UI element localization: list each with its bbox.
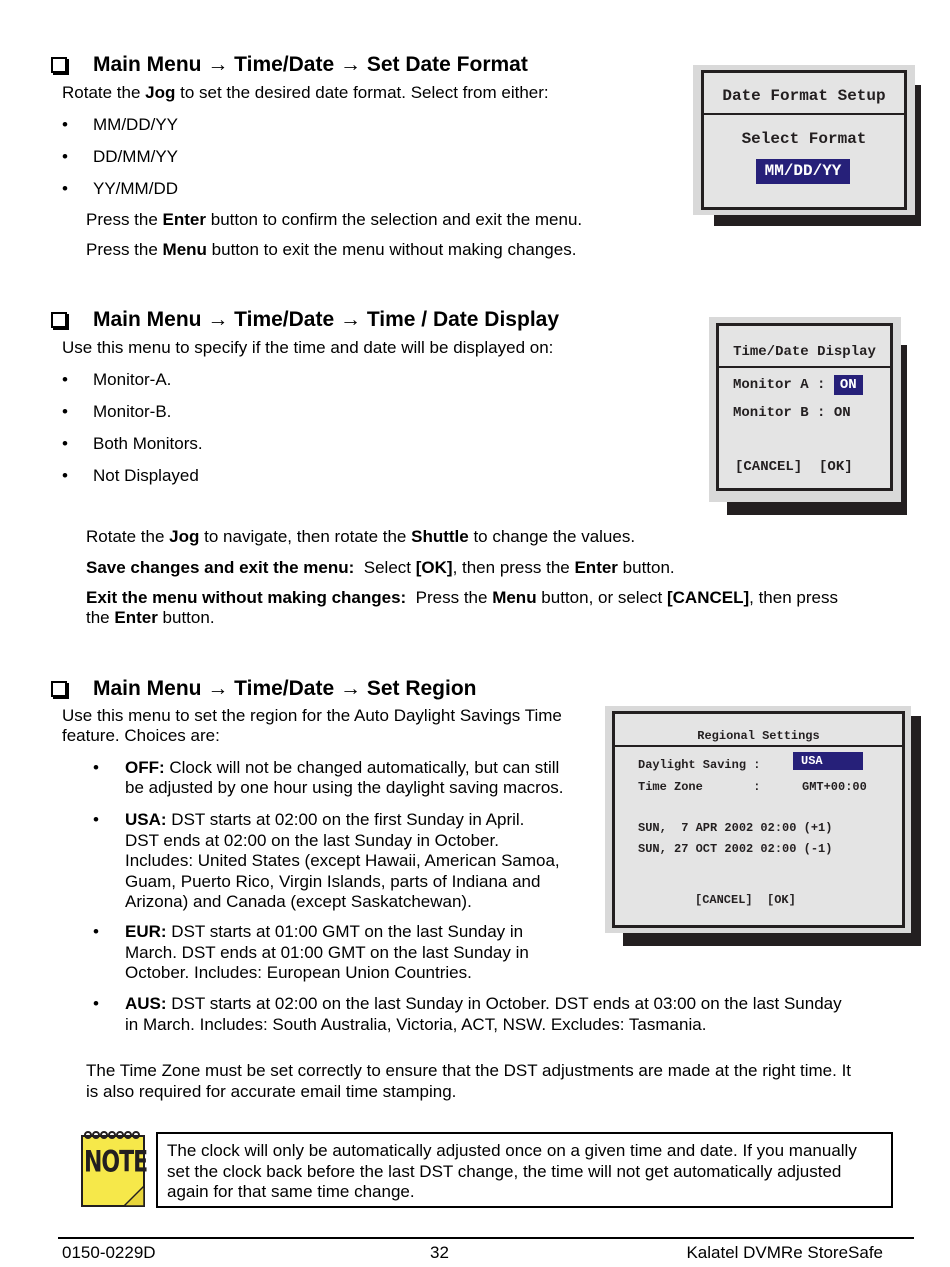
checkbox-icon [51, 681, 67, 697]
section-heading-set-region: Main Menu → Time/Date → Set Region [51, 676, 571, 702]
daylight-saving-value: USA [793, 752, 863, 770]
set-region-intro: Use this menu to set the region for the Auto Daylight Savings Time feature. Choices are: [62, 706, 562, 745]
menu-instruction: Press the Menu button to exit the menu without making changes. [86, 240, 577, 259]
checkbox-icon [51, 57, 67, 73]
footer-divider [58, 1237, 914, 1239]
daylight-saving-label: Daylight Saving : [638, 758, 761, 772]
date-format-setup-osd [693, 65, 923, 227]
time-zone-paragraph: The Time Zone must be set correctly to ensure that the DST adjustments are made at the right time. It is also required for accurate email time stamping. [86, 1061, 852, 1101]
regional-settings-osd [605, 706, 923, 948]
note-box [156, 1132, 893, 1208]
time-zone-label: Time Zone : [638, 780, 761, 794]
exit-instruction: Exit the menu without making changes: Press the Menu button, or select [CANCEL], then press the Enter button. [86, 588, 838, 627]
checkbox-icon [51, 312, 67, 328]
note-icon [80, 1130, 148, 1208]
time-date-display-osd [709, 317, 909, 517]
footer-doc-number: 0150-0229D [62, 1243, 156, 1262]
osd-title: Regional Settings [697, 729, 820, 743]
osd-title: Time/Date Display [733, 344, 876, 360]
date-format-intro: Rotate the Jog to set the desired date format. Select from either: [62, 83, 549, 102]
time-zone-value: GMT+00:00 [802, 780, 867, 794]
save-instruction: Save changes and exit the menu: Select [OK], then press the Enter button. [86, 558, 675, 577]
time-date-display-intro: Use this menu to specify if the time and date will be displayed on: [62, 338, 554, 357]
monitor-a-row: Monitor A : ON [733, 373, 863, 396]
enter-instruction: Press the Enter button to confirm the selection and exit the menu. [86, 210, 583, 229]
note-icon-label: NOTE [84, 1145, 148, 1180]
osd-buttons: [CANCEL] [OK] [695, 893, 796, 907]
monitor-a-value: ON [834, 375, 863, 395]
note-text: The clock will only be automatically adjusted once on a given time and date. If you manually set the clock back before the last DST change, the time will not get automatically adjusted again for that same time change. [167, 1141, 857, 1201]
monitor-b-row: Monitor B : ON [733, 405, 851, 421]
dst-end-date: SUN, 27 OCT 2002 02:00 (-1) [638, 842, 833, 856]
osd-title: Date Format Setup [722, 87, 886, 105]
section-heading-time-date-display: Main Menu → Time/Date → Time / Date Display [51, 307, 671, 333]
footer-product: Kalatel DVMRe StoreSafe [686, 1243, 883, 1262]
osd-label: Select Format [741, 130, 867, 148]
footer-page-number: 32 [430, 1243, 449, 1262]
osd-buttons: [CANCEL] [OK] [735, 459, 853, 475]
date-format-selection: MM/DD/YY [756, 159, 850, 184]
section-heading-date-format: Main Menu → Time/Date → Set Date Format [51, 52, 651, 78]
navigate-instruction: Rotate the Jog to navigate, then rotate the Shuttle to change the values. [86, 527, 636, 546]
dst-start-date: SUN, 7 APR 2002 02:00 (+1) [638, 821, 833, 835]
